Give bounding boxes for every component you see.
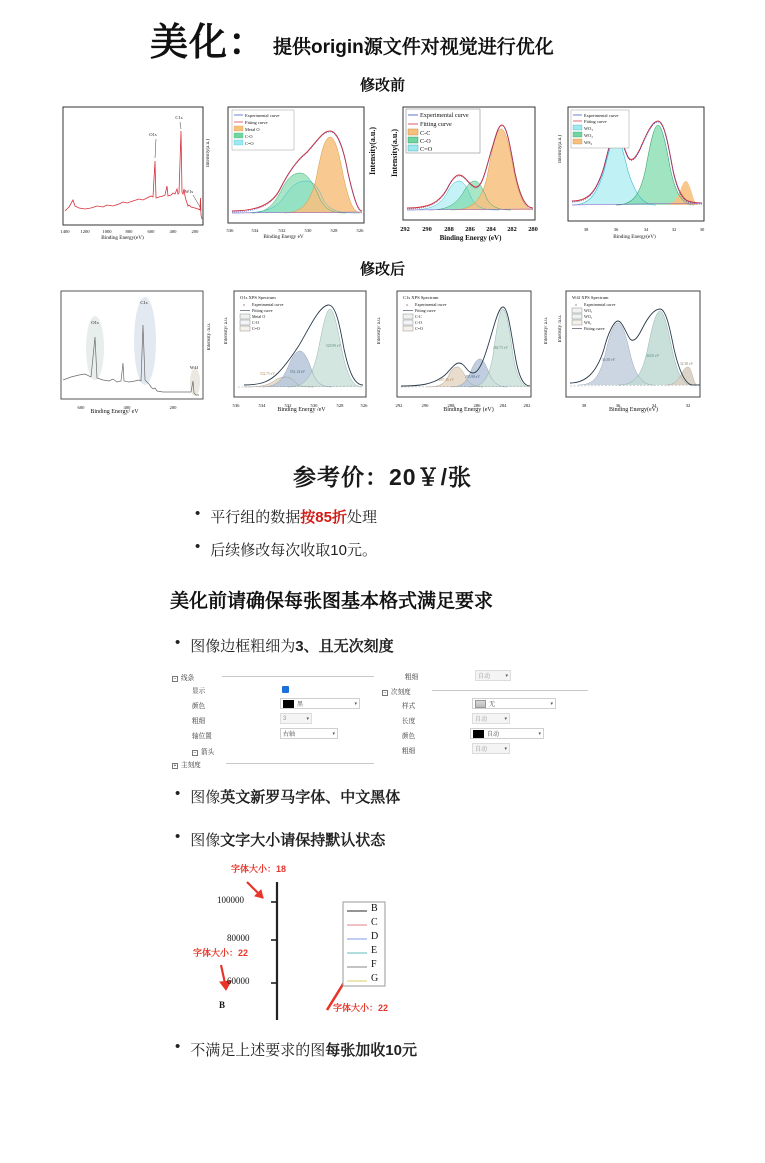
svg-text:290: 290: [421, 403, 429, 408]
svg-text:530: 530: [304, 228, 312, 233]
page-title: 美化：: [150, 22, 268, 64]
requirement-item-1-row: [175, 635, 765, 656]
after-charts-row: [0, 285, 765, 423]
svg-text:C=O: C=O: [245, 141, 254, 146]
chart-w4f-before: [556, 101, 719, 246]
requirement-item-4-row: [175, 1039, 765, 1060]
svg-text:282: 282: [523, 403, 531, 408]
svg-text:C=O: C=O: [415, 326, 423, 331]
dlg-group-lines[interactable]: − 线条: [173, 675, 195, 682]
svg-text:1000: 1000: [102, 229, 112, 234]
svg-text:34: 34: [651, 403, 657, 408]
svg-text:C1s: C1s: [140, 300, 148, 305]
font-size-label-left: 字体大小：22: [193, 948, 249, 958]
requirement-item-4-text: 不满足上述要求的图每张加收10元: [190, 1042, 417, 1059]
chart-c1s-after: [389, 285, 552, 423]
color-swatch-black: [283, 700, 294, 708]
svg-text:282: 282: [507, 226, 517, 233]
svg-text:288: 288: [444, 226, 454, 233]
y-tick-60000: 60000: [227, 976, 250, 986]
chevron-down-icon[interactable]: ▾: [306, 715, 309, 722]
peak-label-o1s-3: 529.99 eV: [326, 344, 341, 348]
requirements-heading: 美化前请确保每张图基本格式满足要求: [170, 591, 494, 612]
ylabel-o1s-after-right: Intensity/ a.u.: [377, 317, 382, 345]
svg-text:284: 284: [499, 403, 507, 408]
svg-text:526: 526: [360, 403, 368, 408]
axis-name-B: B: [219, 1000, 226, 1010]
xlabel-o1s-before: Binding Energy eV: [263, 234, 304, 240]
ylabel-w4f-before: Intensity(a.u.): [558, 135, 563, 164]
before-section-label: 修改前: [359, 78, 405, 94]
svg-text:Metal O: Metal O: [245, 127, 260, 132]
requirement-item-1-text: 图像边框粗细为3、且无次刻度: [190, 638, 394, 655]
svg-text:32: 32: [685, 403, 691, 408]
dlg-label-style: 样式: [402, 703, 416, 710]
axis-position-select[interactable]: 右轴 ▾: [280, 728, 338, 739]
xlabel-w4f-after: Binding Energy(eV): [608, 407, 659, 413]
legend-entry-B: B: [371, 903, 378, 914]
peak-label-o1s-2: 531.14 eV: [290, 370, 305, 374]
chart-o1s-before: [222, 101, 385, 246]
dlg-label-thickness-top: 粗细: [405, 674, 419, 681]
peak-label-o1s-1: 532.75 eV: [260, 372, 275, 376]
ylabel-survey-after: Intensity /a.u.: [207, 323, 212, 351]
dlg-label-length: 长度: [402, 718, 416, 725]
dlg-group-minor-ticks[interactable]: − 次刻度: [383, 689, 411, 696]
svg-text:1400: 1400: [60, 229, 70, 234]
dlg-label-show: 显示: [192, 688, 206, 695]
collapse-icon[interactable]: −: [383, 690, 387, 696]
svg-text:WO₃: WO₃: [584, 308, 593, 313]
expand-icon[interactable]: +: [173, 763, 177, 769]
minor-tick-thickness-input[interactable]: 自动 ▾: [472, 743, 510, 754]
peak-label-c1s-2: 285.98 eV: [465, 375, 480, 379]
page-header: [0, 0, 765, 62]
xlabel-survey-before: Binding Energy(eV): [101, 235, 144, 241]
svg-text:280: 280: [528, 226, 538, 233]
svg-text:Fitting curve: Fitting curve: [420, 121, 452, 128]
bullet-dot-icon: •: [175, 1038, 181, 1055]
svg-text:C=O: C=O: [420, 146, 433, 153]
bullet-dot-icon: •: [175, 634, 181, 651]
svg-text:530: 530: [310, 403, 318, 408]
svg-text:38: 38: [583, 227, 589, 232]
color-swatch-black: [473, 730, 484, 738]
svg-text:O1s: O1s: [149, 132, 157, 137]
svg-text:526: 526: [356, 228, 364, 233]
legend-entry-F: F: [371, 959, 377, 970]
chevron-down-icon[interactable]: ▾: [550, 700, 553, 707]
dlg-label-thickness: 粗细: [192, 718, 206, 725]
requirement-item-1: [175, 635, 765, 656]
svg-text:200: 200: [191, 229, 199, 234]
svg-text:1200: 1200: [80, 229, 90, 234]
font-size-label-top: 字体大小：18: [231, 864, 287, 874]
chevron-down-icon[interactable]: ▾: [538, 730, 541, 737]
svg-text:Fitting curve: Fitting curve: [584, 119, 607, 124]
svg-text:36: 36: [613, 227, 619, 232]
chart-survey-after: [55, 285, 218, 423]
svg-text:C-O: C-O: [245, 134, 253, 139]
divider: [222, 676, 374, 677]
ylabel-w4f-after: Intensity /a.u.: [558, 315, 563, 343]
xlabel-survey-after: Binding Energy/ eV: [90, 409, 139, 415]
svg-text:W4f: W4f: [189, 365, 199, 370]
svg-text:292: 292: [395, 403, 403, 408]
requirement-item-4: [175, 1039, 765, 1060]
font-size-figure: [195, 860, 455, 1025]
chevron-down-icon[interactable]: ▾: [504, 715, 507, 722]
svg-text:C-O: C-O: [420, 138, 431, 145]
minor-tick-color-select[interactable]: 自动 ▾: [470, 728, 544, 739]
svg-text:C-O: C-O: [252, 320, 259, 325]
svg-text:C1s XPS Spectrum: C1s XPS Spectrum: [403, 295, 439, 300]
dlg-group-major-ticks[interactable]: + 主刻度: [173, 762, 201, 769]
chart-c1s-before: [389, 101, 552, 246]
svg-text:W4f XPS Spectrum: W4f XPS Spectrum: [572, 295, 609, 300]
pricing-bullet-2-text: 后续修改每次收取10元。: [210, 542, 377, 559]
svg-text:532: 532: [278, 228, 286, 233]
legend-c1s-before: [406, 109, 480, 153]
peak-label-c1s-3: 284.75 eV: [493, 346, 508, 350]
bullet-dot-icon: •: [195, 505, 201, 522]
svg-text:C-C: C-C: [420, 130, 431, 137]
svg-text:528: 528: [330, 228, 338, 233]
svg-text:30: 30: [699, 227, 705, 232]
chevron-down-icon[interactable]: ▾: [354, 700, 357, 707]
svg-text:Fitting curve: Fitting curve: [584, 326, 605, 331]
legend-entry-C: C: [371, 917, 378, 928]
legend-entry-G: G: [371, 973, 379, 984]
peak-label-w4f-1: 36.38 eV: [602, 358, 616, 362]
svg-text:536: 536: [232, 403, 240, 408]
svg-text:Fitting curve: Fitting curve: [245, 120, 268, 125]
x-ticks-c1s-before: [400, 226, 538, 233]
y-tick-80000: 80000: [227, 933, 250, 943]
svg-text:292: 292: [400, 226, 410, 233]
chart-o1s-after: [222, 285, 385, 423]
legend-entry-D: D: [371, 931, 379, 942]
svg-text:C1s: C1s: [175, 115, 183, 120]
requirement-item-3-text: 图像文字大小请保持默认状态: [190, 832, 386, 849]
y-tick-100000: 100000: [217, 895, 244, 905]
svg-text:534: 534: [258, 403, 266, 408]
svg-text:800: 800: [125, 229, 133, 234]
svg-text:600: 600: [147, 229, 155, 234]
divider: [226, 763, 374, 764]
svg-text:WS₂: WS₂: [584, 140, 593, 145]
svg-text:34: 34: [643, 227, 649, 232]
legend-entry-E: E: [371, 945, 378, 956]
svg-text:600: 600: [77, 405, 85, 410]
collapse-icon[interactable]: −: [173, 676, 177, 682]
dlg-group-arrow[interactable]: − 箭头: [193, 749, 215, 756]
svg-text:WO₃: WO₃: [584, 126, 593, 131]
peak-label-w4f-3: 32.38 eV: [680, 362, 694, 366]
chart-w4f-after: [556, 285, 719, 423]
xlabel-o1s-after: Binding Energy /eV: [277, 407, 326, 413]
ylabel-c1s-after: Intensity/ a.u.: [544, 317, 549, 345]
legend-o1s-before: [232, 110, 294, 150]
line-color-select[interactable]: 黑 ▾: [280, 698, 360, 709]
svg-text:Metal O: Metal O: [252, 314, 266, 319]
dlg-label-minor-color: 颜色: [402, 733, 416, 740]
svg-text:Experimental curve: Experimental curve: [415, 302, 447, 307]
svg-text:WO₂: WO₂: [584, 314, 593, 319]
chart-survey-before: [55, 101, 218, 246]
svg-text:36: 36: [615, 403, 621, 408]
peak-label-w4f-2: 34.05 eV: [646, 354, 660, 358]
xlabel-c1s-after: Binding Energy (eV): [443, 407, 494, 413]
svg-text:WS₂: WS₂: [584, 320, 592, 325]
svg-text:400: 400: [123, 405, 131, 410]
xlabel-c1s-before: Binding Energy (eV): [439, 234, 502, 242]
svg-text:Experimental curve: Experimental curve: [584, 302, 616, 307]
svg-text:C-C: C-C: [415, 314, 422, 319]
ylabel-o1s-before: Intensity(a.u.): [368, 127, 377, 176]
dlg-label-minor-thickness: 粗细: [402, 748, 416, 755]
ylabel-o1s-after: Intensity/ a.u.: [224, 317, 229, 345]
svg-text:528: 528: [336, 403, 344, 408]
chevron-down-icon[interactable]: ▾: [332, 730, 335, 737]
pricing-bullet-2: [195, 539, 765, 560]
bullet-dot-icon: •: [175, 785, 181, 802]
svg-text:38: 38: [581, 403, 587, 408]
pricing-bullet-1-text: 平行组的数据按85折处理: [210, 509, 377, 526]
x-ticks-survey-before: [60, 229, 199, 234]
svg-text:290: 290: [422, 226, 432, 233]
bullet-dot-icon: •: [175, 828, 181, 845]
svg-text:C=O: C=O: [252, 326, 260, 331]
svg-text:200: 200: [169, 405, 177, 410]
svg-text:Experimental curve: Experimental curve: [584, 113, 619, 118]
xlabel-w4f-before: Binding Energy(eV): [613, 234, 656, 240]
collapse-icon[interactable]: −: [193, 750, 197, 756]
svg-text:536: 536: [226, 228, 234, 233]
font-size-label-bottom: 字体大小：22: [333, 1003, 389, 1013]
svg-text:400: 400: [169, 229, 177, 234]
x-ticks-o1s-before: [227, 228, 365, 233]
requirement-item-2-text: 图像英文新罗马字体、中文黑体: [190, 789, 401, 806]
svg-text:32: 32: [671, 227, 677, 232]
style-swatch-none: [475, 700, 486, 708]
svg-text:O1s XPS Spectrum: O1s XPS Spectrum: [240, 295, 276, 300]
peak-label-c1s-1: 287.46 eV: [439, 378, 454, 382]
bullet-dot-icon: •: [195, 538, 201, 555]
svg-text:286: 286: [465, 226, 475, 233]
dlg-label-axis-position: 轴位置: [192, 733, 212, 740]
requirement-item-2-row: [175, 786, 765, 850]
divider: [432, 690, 588, 691]
before-charts-row: [0, 101, 765, 246]
svg-text:288: 288: [447, 403, 455, 408]
legend-w4f-before: [571, 110, 629, 148]
svg-text:C-O: C-O: [415, 320, 422, 325]
svg-text:Experimental curve: Experimental curve: [420, 112, 469, 119]
price-headline: 参考价：20￥/张: [293, 464, 472, 490]
svg-text:Fitting curve: Fitting curve: [415, 308, 436, 313]
svg-text:Fitting curve: Fitting curve: [252, 308, 273, 313]
svg-text:O1s: O1s: [91, 320, 99, 325]
after-section-label: 修改后: [359, 262, 405, 278]
pricing-bullets: [195, 506, 765, 560]
origin-axis-dialog-screenshot: [170, 670, 590, 768]
ylabel-c1s-before: Intensity(a.u.): [390, 129, 399, 178]
requirement-item-3: [175, 829, 765, 850]
svg-text:W1s: W1s: [184, 189, 194, 194]
svg-text:WO₂: WO₂: [584, 133, 593, 138]
requirement-item-2: [175, 786, 765, 807]
pricing-bullet-1: [195, 506, 765, 527]
line-thickness-input[interactable]: 3 ▾: [280, 713, 312, 724]
major-thickness-input[interactable]: 自动 ▾: [475, 670, 511, 681]
show-checkbox[interactable]: [282, 686, 289, 693]
svg-text:Experimental curve: Experimental curve: [245, 113, 280, 118]
chevron-down-icon[interactable]: ▾: [504, 745, 507, 752]
minor-tick-style-select[interactable]: 无 ▾: [472, 698, 556, 709]
svg-text:Experimental curve: Experimental curve: [252, 302, 284, 307]
svg-text:284: 284: [486, 226, 496, 233]
svg-text:286: 286: [473, 403, 481, 408]
x-ticks-w4f-before: [584, 227, 705, 232]
svg-text:532: 532: [284, 403, 292, 408]
chevron-down-icon[interactable]: ▾: [505, 672, 508, 679]
dlg-label-color: 颜色: [192, 703, 206, 710]
minor-tick-length-input[interactable]: 自动 ▾: [472, 713, 510, 724]
svg-text:534: 534: [251, 228, 259, 233]
ylabel-survey-before: Intensity(a.u.): [206, 139, 211, 168]
page-subtitle: 提供origin源文件对视觉进行优化: [273, 37, 554, 58]
